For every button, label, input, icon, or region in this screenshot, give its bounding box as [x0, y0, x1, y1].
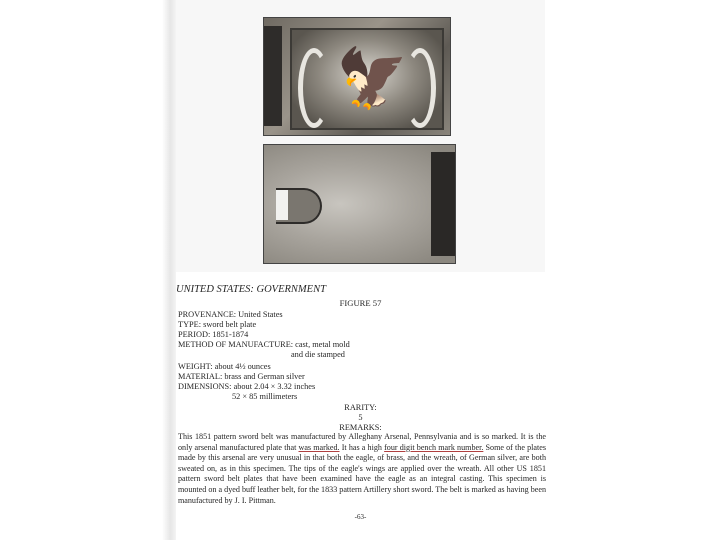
- field-method: [178, 340, 350, 350]
- belt-plate-front-photo: [263, 17, 451, 136]
- wreath-left-icon: [298, 48, 330, 128]
- field-label: PROVENANCE:: [178, 310, 237, 319]
- rarity-value: 5: [358, 413, 363, 422]
- page-gutter-shadow: [162, 0, 176, 540]
- field-dimensions-cont: 52 × 85 millimeters: [232, 392, 298, 401]
- field-label: WEIGHT:: [178, 362, 213, 371]
- field-value: cast, metal mold: [295, 340, 350, 349]
- field-label: PERIOD:: [178, 330, 211, 339]
- section-heading: UNITED STATES: GOVERNMENT: [176, 284, 326, 295]
- hook-tip: [276, 190, 288, 220]
- field-value: brass and German silver: [224, 372, 305, 381]
- field-label: MATERIAL:: [178, 372, 223, 381]
- field-value: United States: [238, 310, 283, 319]
- field-material: [178, 372, 305, 382]
- belt-tongue-bar: [264, 26, 282, 126]
- figure-label: FIGURE 57: [339, 298, 382, 308]
- wreath-right-icon: [404, 48, 436, 128]
- field-label: TYPE:: [178, 320, 202, 329]
- field-weight: [178, 362, 271, 372]
- remarks-underlined-text: was marked.: [298, 442, 340, 452]
- field-dimensions: [178, 382, 315, 392]
- field-provenance: [178, 310, 283, 320]
- remarks-text: This 1851 pattern sword belt was manufactured by Alleghany Arsenal, Pennsylvania and is so marked. It is the only arsenal manufactured plate that: [178, 432, 546, 452]
- field-type: [178, 320, 256, 330]
- remarks-text: It has a high: [339, 442, 385, 452]
- field-value: about 2.04 × 3.32 inches: [233, 382, 316, 391]
- remarks-text: Some of the plates made by this arsenal are very unusual in that both the eagle, of brass, and the wreath, of German silver, are both sweated on, as in this specimen. The tips of the eagle's wings are applied over the wreath. All other US 1851 pattern sword belt plates that have been examined have the eagle as an integral casting. This specimen is mounted on a dyed buff leather belt, for the 1833 pattern Artillery short sword. The belt is marked as having been manufactured by J. I. Pittman.: [178, 442, 546, 505]
- rarity-label: RARITY:: [344, 403, 377, 412]
- field-method-cont: and die stamped: [291, 350, 345, 359]
- field-period: [178, 330, 248, 340]
- remarks-label: REMARKS:: [339, 423, 382, 432]
- field-value: about 4½ ounces: [214, 362, 271, 371]
- field-value: sword belt plate: [203, 320, 257, 329]
- field-label: METHOD OF MANUFACTURE:: [178, 340, 294, 349]
- field-value: 1851-1874: [212, 330, 249, 339]
- eagle-icon: 🦅: [336, 46, 409, 111]
- belt-plate-back-photo: [263, 144, 456, 264]
- remarks-paragraph: [178, 432, 546, 506]
- field-label: DIMENSIONS:: [178, 382, 232, 391]
- page-number: -63-: [354, 513, 367, 521]
- belt-loop-bar: [431, 152, 455, 256]
- remarks-underlined-text: four digit bench mark number.: [384, 442, 484, 452]
- plate-center-field: [290, 28, 444, 130]
